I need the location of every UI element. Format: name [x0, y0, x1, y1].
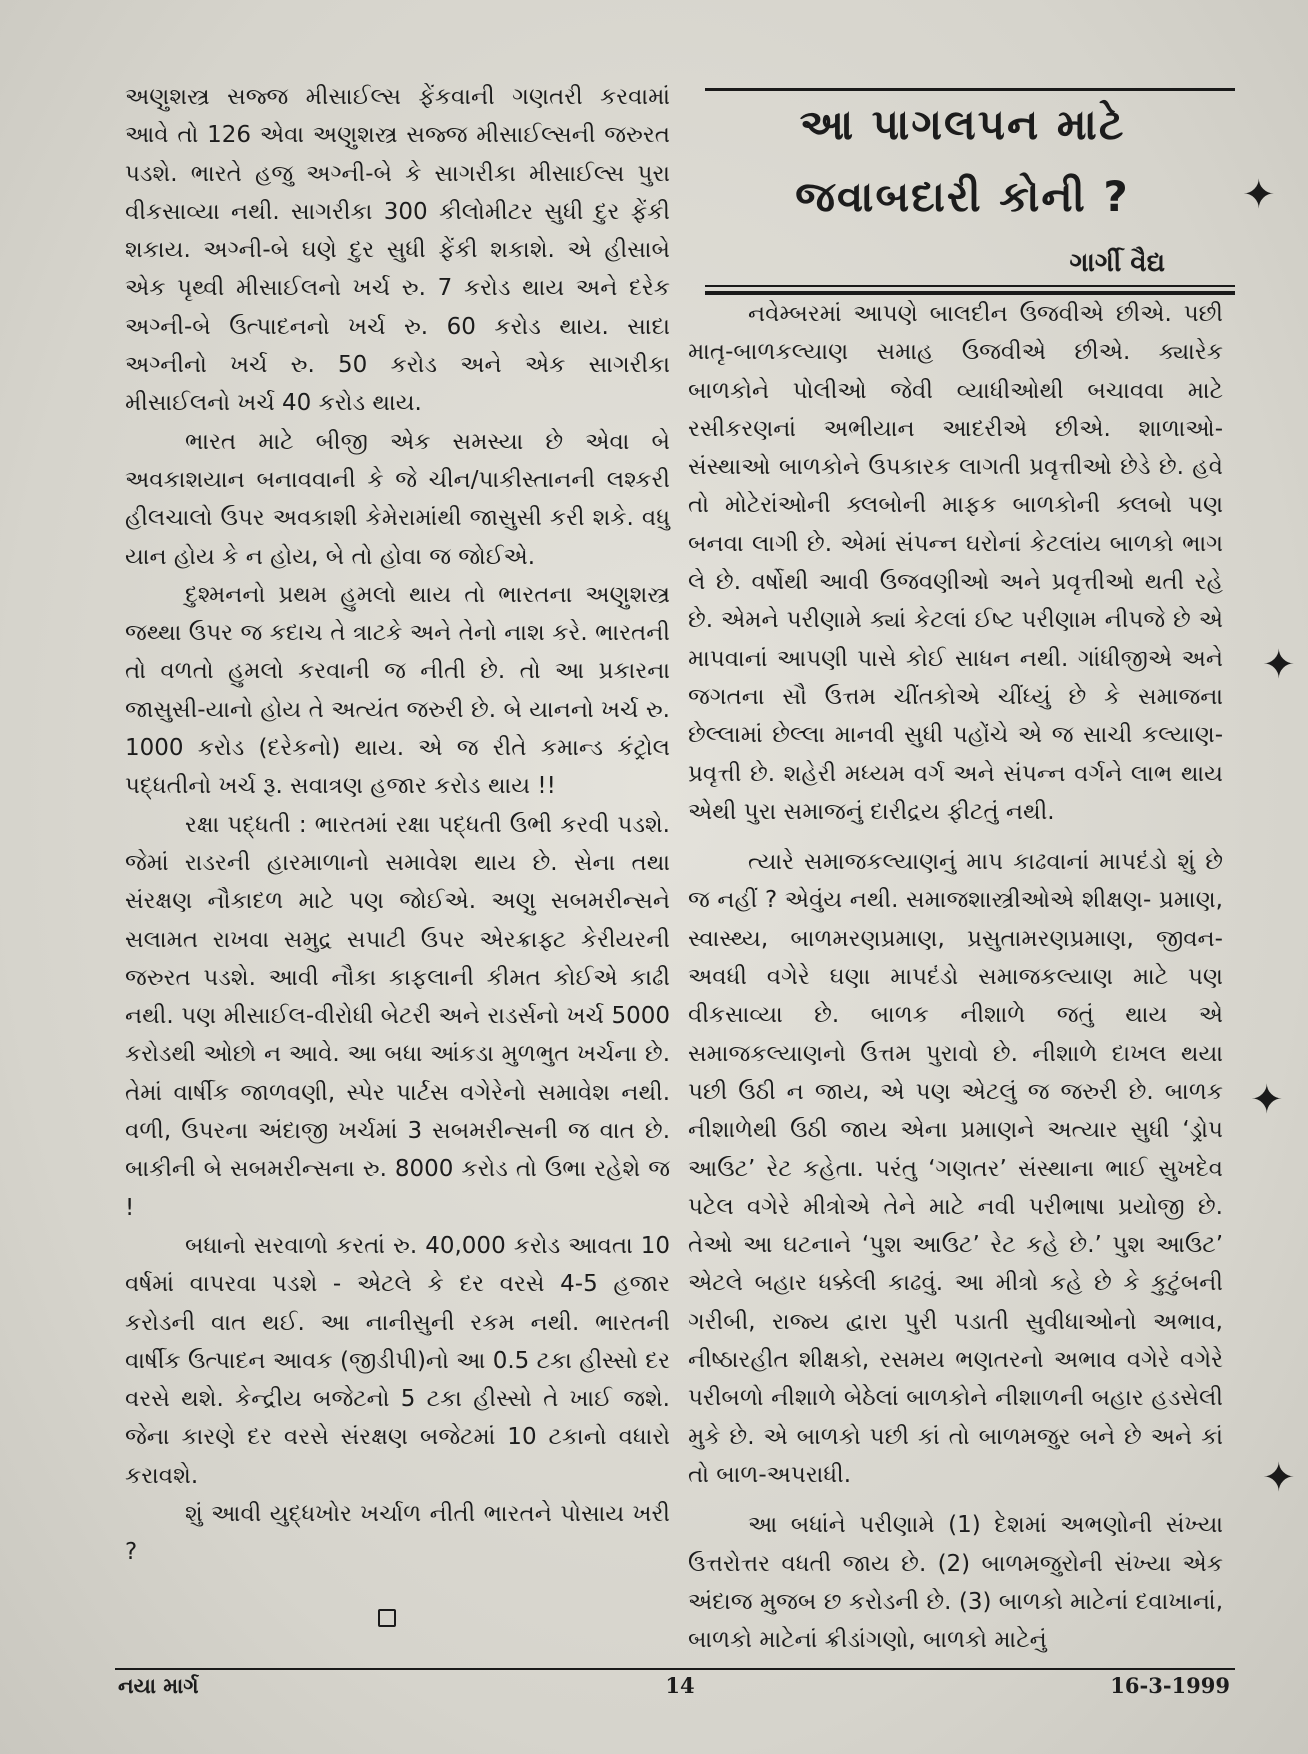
right-paragraph-3: આ બધાંને પરીણામે (1) દેશમાં અભણોની સંખ્યા ઉત્તરોત્તર વધતી જાય છે. (2) બાળમજુરોની સંખ્યા એક અંદાજ મુજબ છ કરોડની છે. (3) બાળકો માટેનાં દવાખાનાં, બાળકો માટેનાં ક્રીડાંગણો, બાળકો માટેનું — [688, 1512, 1223, 1654]
left-paragraph-5: બધાનો સરવાળો કરતાં રુ. 40,000 કરોડ આવતા 10 વર્ષમાં વાપરવા પડશે - એટલે કે દર વરસે 4-5 હજાર કરોડની વાત થઈ. આ નાનીસુની રકમ નથી. ભારતની વાર્ષીક ઉત્પાદન આવક (જીડીપી)નો આ 0.5 ટકા હીસ્સો દર વરસે થશે. કેન્દ્રીય બજેટનો 5 ટકા હીસ્સો તે ખાઈ જશે. જેના કારણે દર વરસે સંરક્ષણ બજેટમાં 10 ટકાનો વધારો કરાવશે. — [125, 1232, 670, 1489]
author-name: ગાર્ગી વૈદ્ય — [1069, 248, 1165, 278]
left-paragraph-3: દુશ્મનનો પ્રથમ હુમલો થાય તો ભારતના અણુશસ્ત્ર જથ્થા ઉપર જ કદાચ તે ત્રાટકે અને તેનો નાશ કરે. ભારતની તો વળતો હુમલો કરવાની જ નીતી છે. તો આ પ્રકારના જાસુસી-યાનો હોય તે અત્યંત જરુરી છે. બે યાનનો ખર્ચ રુ. 1000 કરોડ (દરેકનો) થાય. એ જ રીતે કમાન્ડ કંટ્રોલ પદ્ધતીનો ખર્ચ રૂ. સવાત્રણ હજાર કરોડ થાય !! — [125, 581, 670, 800]
punch-hole-mark: ✦ — [1242, 172, 1276, 218]
punch-hole-mark: ✦ — [1262, 642, 1296, 688]
author-rule-upper — [705, 285, 1235, 287]
article-end-mark — [378, 1609, 396, 1627]
punch-hole-mark: ✦ — [1262, 1455, 1296, 1501]
right-paragraph-1: નવેમ્બરમાં આપણે બાલદીન ઉજવીએ છીએ. પછી માતૃ-બાળકલ્યાણ સમાહ ઉજવીએ છીએ. ક્યારેક બાળકોને પોલીઓ જેવી વ્યાધીઓથી બચાવવા માટે રસીકરણનાં અભીયાન આદરીએ છીએ. શાળાઓ- સંસ્થાઓ બાળકોને ઉપકારક લાગતી પ્રવૃત્તીઓ છેડે છે. હવે તો મોટેરાંઓની ક્લબોની માફક બાળકોની ક્લબો પણ બનવા લાગી છે. એમાં સંપન્ન ઘરોનાં કેટલાંય બાળકો ભાગ લે છે. વર્ષોથી આવી ઉજવણીઓ અને પ્રવૃત્તીઓ થતી રહે છે. એમને પરીણામે ક્યાં કેટલાં ઈષ્ટ પરીણામ નીપજે છે એ માપવાનાં આપણી પાસે કોઈ સાધન નથી. ગાંધીજીએ અને જગતના સૌ ઉત્તમ ચીંતકોએ ચીંધ્યું છે કે સમાજના છેલ્લામાં છેલ્લા માનવી સુધી પહોંચે એ જ સાચી કલ્યાણ-પ્રવૃત્તી છે. શહેરી મધ્યમ વર્ગ અને સંપન્ન વર્ગને લાભ થાય એથી પુરા સમાજનું દારીદ્રય ફીટતું નથી. — [688, 301, 1223, 825]
article-title-line-2: જવાબદારી કોની ? — [795, 172, 1130, 221]
right-column — [688, 295, 1223, 1659]
footer-page-number: 14 — [665, 1673, 695, 1698]
punch-hole-mark: ✦ — [1250, 1077, 1284, 1123]
title-top-rule — [705, 88, 1235, 91]
left-column — [125, 78, 670, 1572]
article-title-line-1: આ પાગલપન માટે — [799, 100, 1126, 149]
left-paragraph-2: ભારત માટે બીજી એક સમસ્યા છે એવા બે અવકાશયાન બનાવવાની કે જે ચીન/પાકીસ્તાનની લશ્કરી હીલચાલો ઉપર અવકાશી કેમેરામાંથી જાસુસી કરી શકે. વધુ યાન હોય કે ન હોય, બે તો હોવા જ જોઈએ. — [125, 428, 670, 570]
left-paragraph-6: શું આવી યુદ્ધખોર ખર્ચાળ નીતી ભારતને પોસાય ખરી ? — [125, 1500, 670, 1566]
footer-magazine-name: નયા માર્ગ — [118, 1673, 199, 1698]
left-paragraph-1: અણુશસ્ત્ર સજ્જ મીસાઈલ્સ ફેંકવાની ગણતરી કરવામાં આવે તો 126 એવા અણુશસ્ત્ર સજ્જ મીસાઈલ્સની જરુરત પડશે. ભારતે હજુ અગ્ની-બે કે સાગરીકા મીસાઈલ્સ પુરા વીકસાવ્યા નથી. સાગરીકા 300 કીલોમીટર સુધી દુર ફેંકી શકાય. અગ્ની-બે ઘણે દુર સુધી ફેંકી શકાશે. એ હીસાબે એક પૃથ્વી મીસાઈલનો ખર્ચ રુ. 7 કરોડ થાય અને દરેક અગ્ની-બે ઉત્પાદનનો ખર્ચ રુ. 60 કરોડ થાય. સાદા અગ્નીનો ખર્ચ રુ. 50 કરોડ અને એક સાગરીકા મીસાઈલનો ખર્ચ 40 કરોડ થાય. — [125, 84, 670, 417]
left-paragraph-4: રક્ષા પદ્ધતી : ભારતમાં રક્ષા પદ્ધતી ઉભી કરવી પડશે. જેમાં રાડરની હારમાળાનો સમાવેશ થાય છે. સેના તથા સંરક્ષણ નૌકાદળ માટે પણ જોઈએ. અણુ સબમરીન્સને સલામત રાખવા સમુદ્ર સપાટી ઉપર એરક્રાફ્ટ કેરીયરની જરુરત પડશે. આવી નૌકા કાફલાની કીમત કોઈએ કાઢી નથી. પણ મીસાઈલ-વીરોધી બેટરી અને રાડર્સનો ખર્ચ 5000 કરોડથી ઓછો ન આવે. આ બધા આંકડા મુળભુત ખર્ચના છે. તેમાં વાર્ષીક જાળવણી, સ્પેર પાર્ટસ વગેરેનો સમાવેશ નથી. વળી, ઉપરના અંદાજી ખર્ચમાં 3 સબમરીન્સની જ વાત છે. બાકીની બે સબમરીન્સના રુ. 8000 કરોડ તો ઉભા રહેશે જ ! — [125, 811, 670, 1221]
right-paragraph-2: ત્યારે સમાજકલ્યાણનું માપ કાઢવાનાં માપદંડો શું છે જ નહીં ? એવુંય નથી. સમાજશાસ્ત્રીઓએ શીક્ષણ- પ્રમાણ, સ્વાસ્થ્ય, બાળમરણપ્રમાણ, પ્રસુતામરણપ્રમાણ, જીવન- અવધી વગેરે ઘણા માપદંડો સમાજકલ્યાણ માટે પણ વીકસાવ્યા છે. બાળક નીશાળે જતું થાય એ સમાજકલ્યાણનો ઉત્તમ પુરાવો છે. નીશાળે દાખલ થયા પછી ઉઠી ન જાય, એ પણ એટલું જ જરુરી છે. બાળક નીશાળેથી ઉઠી જાય એના પ્રમાણને અત્યાર સુધી ‘ડ્રોપ આઉટ’ રેટ કહેતા. પરંતુ ‘ગણતર’ સંસ્થાના ભાઈ સુખદેવ પટેલ વગેરે મીત્રોએ તેને માટે નવી પરીભાષા પ્રયોજી છે. તેઓ આ ઘટનાને ‘પુશ આઉટ’ રેટ કહે છે.’ પુશ આઉટ’ એટલે બહાર ધક્કેલી કાઢવું. આ મીત્રો કહે છે કે કુટુંબની ગરીબી, રાજ્ય દ્વારા પુરી પડાતી સુવીધાઓનો અભાવ, નીષ્ઠારહીત શીક્ષકો, રસમય ભણતરનો અભાવ વગેરે વગેરે પરીબળો નીશાળે બેઠેલાં બાળકોને નીશાળની બહાર હડસેલી મુકે છે. એ બાળકો પછી કાં તો બાળમજુર બને છે અને કાં તો બાળ-અપરાધી. — [688, 849, 1223, 1488]
footer-rule — [115, 1668, 1235, 1670]
footer-date: 16-3-1999 — [1110, 1673, 1230, 1698]
